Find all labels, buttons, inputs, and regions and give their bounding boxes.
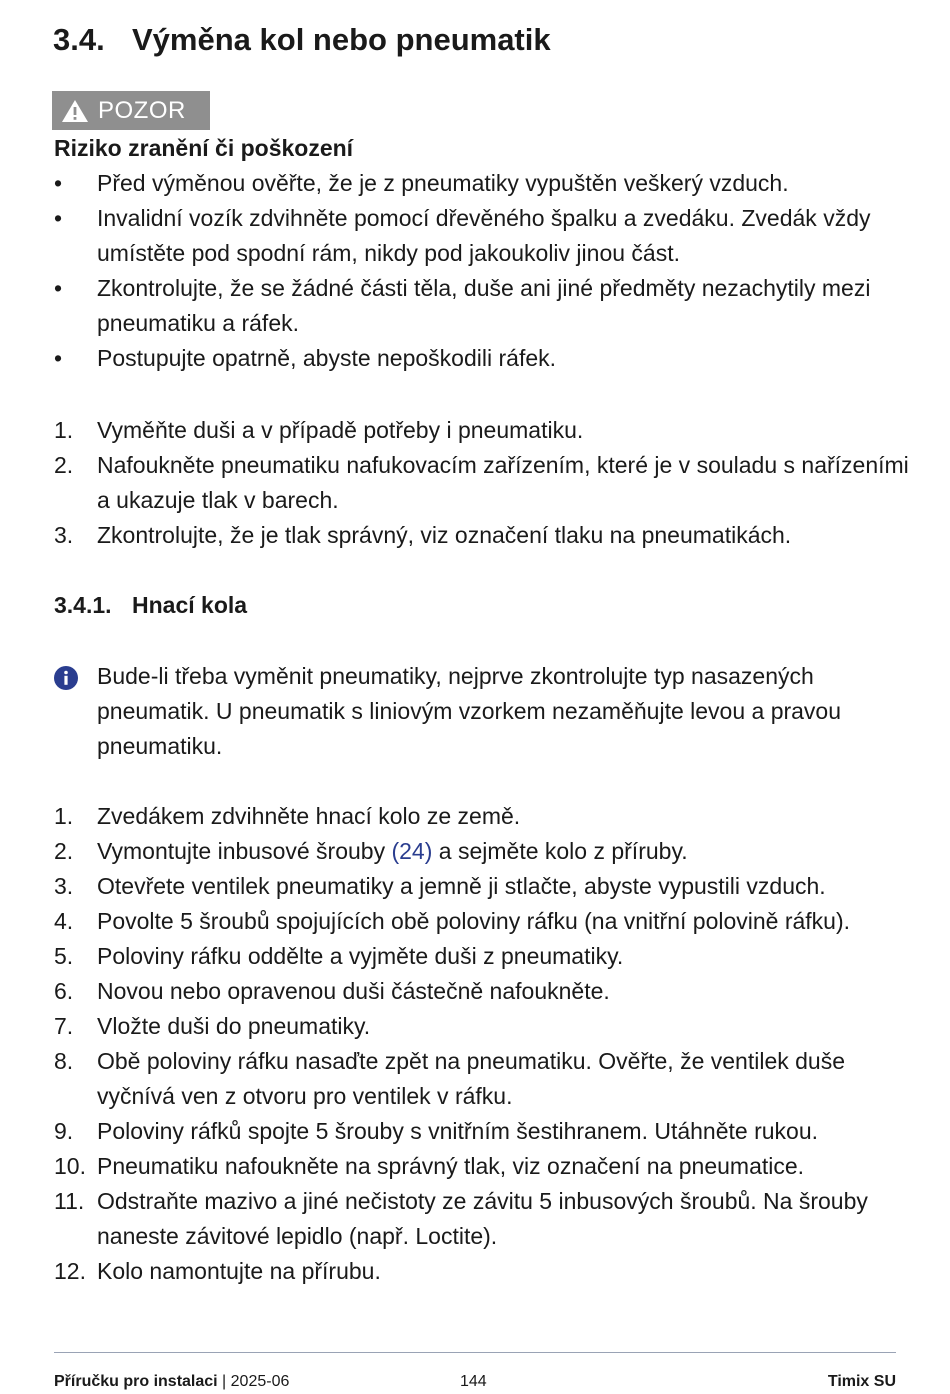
list-item: • Zkontrolujte, že se žádné části těla, duše ani jiné předměty nezachytily mezi pneumatiku a ráfek.	[54, 271, 904, 341]
footer-date: 2025-06	[230, 1373, 290, 1390]
list-item: 1. Vyměňte duši a v případě potřeby i pneumatiku.	[54, 417, 584, 443]
bullet-icon: •	[54, 345, 63, 371]
list-item: 7. Vložte duši do pneumatiky.	[54, 1013, 371, 1039]
list-item: 5. Poloviny ráfku oddělte a vyjměte duši z pneumatiky.	[54, 943, 624, 969]
bullet-icon: •	[54, 170, 63, 196]
list-item: • Před výměnou ověřte, že je z pneumatiky vypuštěn veškerý vzduch.	[54, 166, 904, 201]
section-heading	[53, 20, 551, 60]
page-number: 144	[460, 1373, 487, 1390]
footer-manual-title: Příručku pro instalaci	[54, 1373, 218, 1390]
section-title: Výměna kol nebo pneumatik	[132, 22, 551, 57]
subsection-heading	[54, 588, 247, 623]
footer-divider	[54, 1352, 896, 1353]
list-item: 11. Odstraňte mazivo a jiné nečistoty ze závitu 5 inbusových šroubů. Na šrouby naneste závitové lepidlo (např. Loctite).	[54, 1188, 868, 1249]
warning-label: POZOR	[98, 97, 186, 124]
list-item: 10. Pneumatiku nafoukněte na správný tlak, viz označení na pneumatice.	[54, 1153, 805, 1179]
info-note-text: Bude-li třeba vyměnit pneumatiky, nejprve zkontrolujte typ nasazených pneumatik. U pneumatik s liniovým vzorkem nezaměňujte levou a pravou pneumatiku.	[97, 663, 842, 759]
list-item: 12. Kolo namontujte na přírubu.	[54, 1258, 381, 1284]
list-item: • Invalidní vozík zdvihněte pomocí dřevěného špalku a zvedáku. Zvedák vždy umístěte pod spodní rám, nikdy pod jakoukoliv jinou část.	[54, 201, 904, 271]
bullet-icon: •	[54, 205, 63, 231]
warning-banner	[52, 91, 210, 130]
subsection-title: Hnací kola	[132, 592, 248, 618]
main-steps-list	[54, 413, 914, 553]
footer-manual-info: Příručku pro instalaci | 2025-06	[54, 1373, 290, 1390]
list-item: 1. Zvedákem zdvihněte hnací kolo ze země.	[54, 803, 521, 829]
list-item: 6. Novou nebo opravenou duši částečně nafoukněte.	[54, 978, 610, 1004]
section-number: 3.4.	[53, 22, 105, 57]
figure-reference: (24)	[391, 838, 433, 864]
warning-subtitle: Riziko zranění či poškození	[54, 135, 354, 161]
list-item: • Postupujte opatrně, abyste nepoškodili ráfek.	[54, 341, 904, 376]
drive-wheel-steps-list	[54, 799, 914, 1289]
list-item: 9. Poloviny ráfků spojte 5 šrouby s vnitřním šestihranem. Utáhněte rukou.	[54, 1118, 819, 1144]
list-item: 2. Nafoukněte pneumatiku nafukovacím zařízením, které je v souladu s nařízeními a ukazuje tlak v barech.	[54, 452, 909, 513]
warning-bullet-list	[54, 166, 904, 376]
subsection-number: 3.4.1.	[54, 592, 112, 618]
list-item: 2. Vymontujte inbusové šrouby (24) a sejměte kolo z příruby.	[54, 838, 688, 864]
warning-icon	[61, 99, 89, 123]
info-note	[54, 659, 904, 764]
info-icon	[54, 666, 78, 690]
footer-product: Timix SU	[827, 1373, 896, 1390]
list-item: 3. Zkontrolujte, že je tlak správný, viz označení tlaku na pneumatikách.	[54, 522, 792, 548]
bullet-icon: •	[54, 275, 63, 301]
list-item: 3. Otevřete ventilek pneumatiky a jemně ji stlačte, abyste vypustili vzduch.	[54, 873, 826, 899]
list-item: 4. Povolte 5 šroubů spojujících obě poloviny ráfku (na vnitřní polovině ráfku).	[54, 908, 851, 934]
list-item: 8. Obě poloviny ráfku nasaďte zpět na pneumatiku. Ověřte, že ventilek duše vyčnívá ven z otvoru pro ventilek v ráfku.	[54, 1048, 846, 1109]
